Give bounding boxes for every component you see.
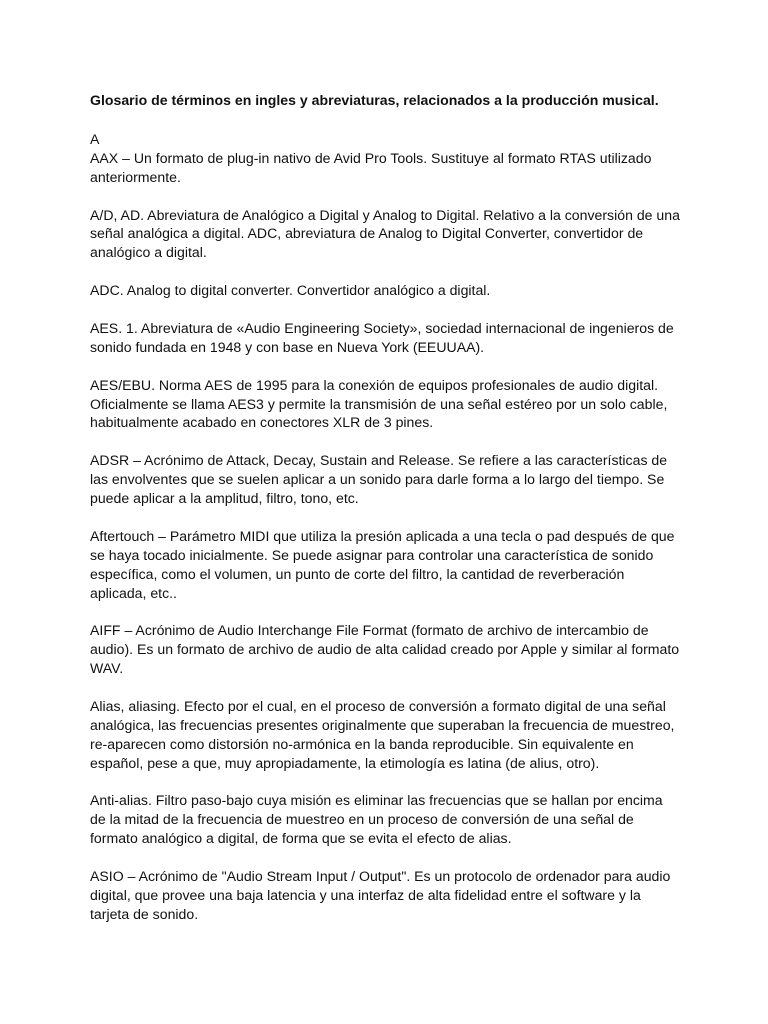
glossary-entry-alias: Alias, aliasing. Efecto por el cual, en el proceso de conversión a formato digital de una señal analógica, las frecuencias presentes originalmente que superaban la frecuencia de muestreo, re-aparecen como distorsión no-armónica en la banda reproducible. Sin equivalente en español, pese a que, muy apropiadamente, la etimología es latina (de alius, otro). [90, 697, 675, 771]
document-page [90, 91, 680, 924]
glossary-entry-aiff: AIFF – Acrónimo de Audio Interchange File Format (formato de archivo de intercambio de audio). Es un formato de archivo de audio de alta calidad creado por Apple y similar al formato WAV. [90, 622, 680, 677]
glossary-entry-adc: ADC. Analog to digital converter. Convertidor analógico a digital. [90, 282, 491, 299]
glossary-entry-aes: AES. 1. Abreviatura de «Audio Engineering Society», sociedad internacional de ingenieros de sonido fundada en 1948 y con base en Nueva York (EEUUAA). [90, 319, 674, 355]
glossary-entry-ad: A/D, AD. Abreviatura de Analógico a Digital y Analog to Digital. Relativo a la conversión de una señal analógica a digital. ADC, abreviatura de Analog to Digital Converter, convertidor de analógico a digital. [90, 206, 680, 261]
glossary-entry-aes-ebu: AES/EBU. Norma AES de 1995 para la conexión de equipos profesionales de audio digital. Oficialmente se llama AES3 y permite la transmisión de una señal estéreo por un solo cable, habitualmente acabado en conectores XLR de 3 pines. [90, 376, 668, 431]
section-letter: A [90, 130, 100, 147]
glossary-entry-asio: ASIO – Acrónimo de "Audio Stream Input / Output". Es un protocolo de ordenador para audio digital, que provee una baja latencia y una interfaz de alta fidelidad entre el software y la tarjeta de sonido. [90, 868, 671, 922]
glossary-entry-aftertouch: Aftertouch – Parámetro MIDI que utiliza la presión aplicada a una tecla o pad después de que se haya tocado inicialmente. Se puede asignar para controlar una característica de sonido específica, como el volumen, un punto de corte del filtro, la cantidad de reverberación aplicada, etc.. [90, 527, 675, 601]
glossary-entry-aax: AAX – Un formato de plug-in nativo de Avid Pro Tools. Sustituye al formato RTAS utilizado anteriormente. [90, 149, 652, 185]
document-title: Glosario de términos en ingles y abreviaturas, relacionados a la producción musical. [90, 92, 659, 108]
glossary-entry-anti-alias: Anti-alias. Filtro paso-bajo cuya misión es eliminar las frecuencias que se hallan por encima de la mitad de la frecuencia de muestreo en un proceso de conversión de una señal de formato analógico a digital, de forma que se evita el efecto de alias. [90, 792, 663, 847]
glossary-entry-adsr: ADSR – Acrónimo de Attack, Decay, Sustain and Release. Se refiere a las características de las envolventes que se suelen aplicar a un sonido para darle forma a lo largo del tiempo. Se puede aplicar a la amplitud, filtro, tono, etc. [90, 452, 668, 507]
